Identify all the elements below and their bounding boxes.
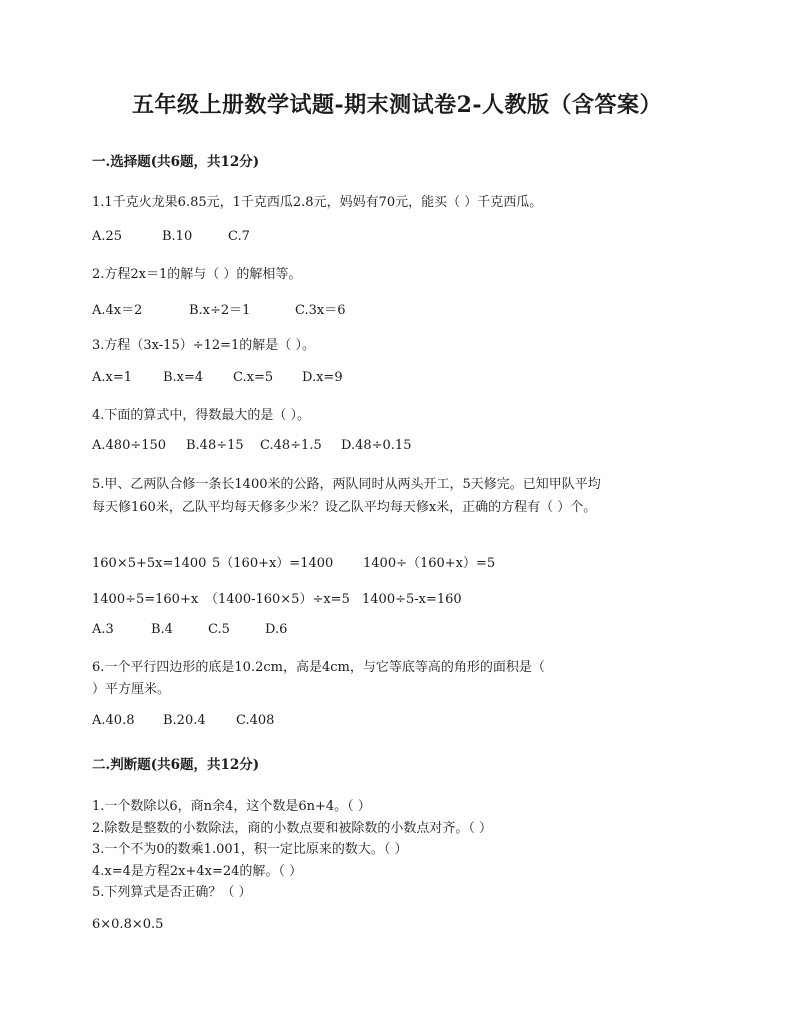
question-2: 2.方程2x＝1的解与（ ）的解相等。 [92, 267, 302, 282]
equation-4: 1400÷5=160+x [92, 592, 199, 607]
question-3-options [92, 370, 343, 385]
judgement-item: 2.除数是整数的小数除法，商的小数点要和被除数的小数点对齐。（ ） [92, 821, 493, 836]
equation-3: 1400÷（160+x）=5 [363, 556, 496, 571]
question-5-line-2: 每天修160米，乙队平均每天修多少米？设乙队平均每天修x米，正确的方程有（ ）个。 [92, 500, 597, 515]
question-6-line-1: 6.一个平行四边形的底是10.2cm，高是4cm，与它等底等高的角形的面积是（ [92, 660, 545, 675]
page-title: 五年级上册数学试题-期末测试卷2-人教版（含答案） [131, 92, 663, 118]
option-c: C.3x＝6 [295, 303, 346, 318]
question-5-equations-row-1 [92, 552, 495, 571]
option-a: A.40.8 [92, 713, 135, 728]
question-2-options [92, 299, 346, 318]
judgement-item: 5.下列算式是否正确？（ ） [92, 885, 252, 900]
option-d: D.6 [265, 622, 288, 637]
option-a: A.3 [92, 622, 114, 637]
question-5-options [92, 622, 287, 637]
option-c: C.408 [236, 713, 275, 728]
equation-1: 160×5+5x=1400 [92, 556, 207, 571]
question-3: 3.方程（3x-15）÷12=1的解是（ ）。 [92, 338, 315, 353]
equation-6: 1400÷5-x=160 [362, 592, 462, 607]
judgement-item: 4.x=4是方程2x+4x=24的解。（ ） [92, 864, 303, 879]
question-1-options [92, 229, 250, 244]
option-b: B.4 [151, 622, 173, 637]
question-6-line-2: ）平方厘米。 [92, 682, 171, 697]
question-4-options [92, 438, 411, 453]
option-a: A.25 [92, 229, 123, 244]
equation-5: （1400-160×5）÷x=5 [205, 592, 350, 607]
section-heading-choice: 一.选择题(共6题，共12分) [92, 154, 260, 170]
option-a: A.x=1 [92, 370, 133, 385]
option-c: C.7 [228, 229, 250, 244]
expression: 6×0.8×0.5 [92, 917, 164, 932]
option-a: A.4x＝2 [92, 303, 143, 318]
question-4: 4.下面的算式中，得数最大的是（ ）。 [92, 408, 311, 423]
option-c: C.x=5 [233, 370, 274, 385]
option-d: D.x=9 [302, 370, 343, 385]
option-c: C.48÷1.5 [260, 438, 322, 453]
question-5-equations-row-2 [92, 588, 462, 607]
question-5-line-1: 5.甲、乙两队合修一条长1400米的公路，两队同时从两头开工，5天修完。已知甲队平均 [92, 477, 601, 492]
judgement-item: 3.一个不为0的数乘1.001，积一定比原来的数大。（ ） [92, 842, 408, 857]
option-b: B.x÷2＝1 [189, 303, 251, 318]
option-b: B.x=4 [163, 370, 204, 385]
option-b: B.48÷15 [186, 438, 244, 453]
question-6-options [92, 713, 274, 728]
judgement-item: 1.一个数除以6，商n余4，这个数是6n+4。（ ） [92, 799, 371, 814]
option-b: B.10 [162, 229, 193, 244]
option-d: D.48÷0.15 [341, 438, 412, 453]
section-heading-judgement: 二.判断题(共6题，共12分) [92, 757, 260, 773]
question-1: 1.1千克火龙果6.85元，1千克西瓜2.8元，妈妈有70元，能买（ ）千克西瓜。 [92, 195, 543, 210]
option-a: A.480÷150 [92, 438, 167, 453]
option-c: C.5 [208, 622, 230, 637]
option-b: B.20.4 [163, 713, 206, 728]
equation-2: 5（160+x）=1400 [212, 556, 334, 571]
